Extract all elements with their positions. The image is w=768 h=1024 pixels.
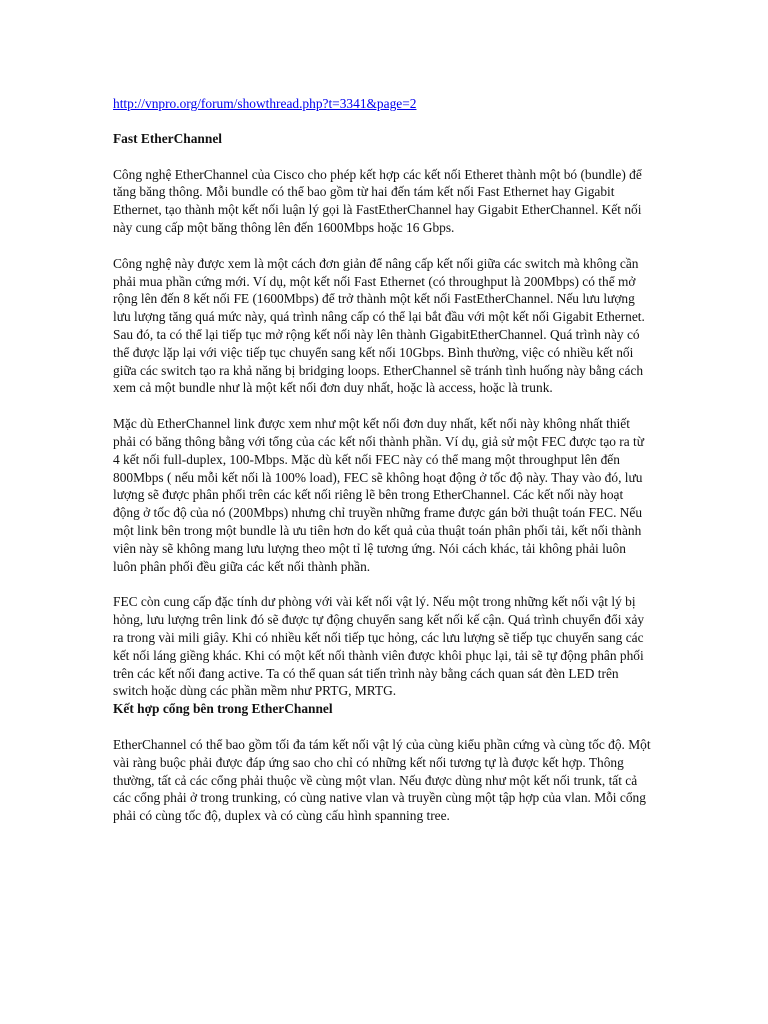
paragraph-port-aggregation: EtherChannel có thể bao gồm tối đa tám kết nối vật lý của cùng kiểu phần cứng và cùng tốc độ. Một vài ràng buộc phải được đáp ứng sao cho chỉ có những kết nối tương tự là được kết hợp. Thông thường, tất cả các cổng phải thuộc về cùng một vlan. Nếu được dùng như một kết nối trunk, tất cả các cổng phải ở trong trunking, có cùng native vlan và truyền cùng một tập hợp của vlan. Mỗi cổng phải có cùng tốc độ, duplex và có cùng cấu hình spanning tree. xyxy=(113,736,651,824)
section-heading: Kết hợp cổng bên trong EtherChannel xyxy=(113,701,333,717)
paragraph-intro: Công nghệ EtherChannel của Cisco cho phép kết hợp các kết nối Etheret thành một bó (bundle) để tăng băng thông. Mỗi bundle có thể bao gồm từ hai đến tám kết nối Fast Ethernet hay Gigabit Ethernet, tạo thành một kết nối luận lý gọi là FastEtherChannel hay Gigabit EtherChannel. Kết nối này cung cấp một băng thông lên đến 1600Mbps hoặc 16 Gbps. xyxy=(113,166,642,235)
paragraph-redundancy: FEC còn cung cấp đặc tính dư phòng với vài kết nối vật lý. Nếu một trong những kết nối vật lý bị hỏng, lưu lượng trên link đó sẽ được tự động chuyển sang kết nối kế cận. Quá trình chuyển đổi xảy ra trong vài mili giây. Khi có nhiều kết nối tiếp tục hỏng, các lưu lượng sẽ tiếp tục chuyển sang các kết nối láng giềng khác. Khi có một kết nối thành viên được khôi phục lại, tải sẽ tự động phân phối trên các kết nối đang active. Ta có thể quan sát tiến trình này bằng cách quan sát đèn LED trên switch hoặc dùng các phần mềm như PRTG, MRTG. xyxy=(113,594,645,699)
document-page xyxy=(113,95,653,843)
source-link[interactable]: http://vnpro.org/forum/showthread.php?t=3341&page=2 xyxy=(113,96,417,111)
paragraph-upgrade: Công nghệ này được xem là một cách đơn giản để nâng cấp kết nối giữa các switch mà không cần phải mua phần cứng mới. Ví dụ, một kết nối Fast Ethernet (có throughput là 200Mbps) có thể mở rộng lên đến 8 kết nối FE (1600Mbps) để trở thành một kết nối FastEtherChannel. Nếu lưu lượng lưu lượng tăng quá mức này, quá trình nâng cấp có thể lại bắt đầu với một kết nối Gigabit Ethernet. Sau đó, ta có thể lại tiếp tục mở rộng kết nối này lên thành GigabitEtherChannel. Quá trình này có thể được lặp lại với việc tiếp tục chuyển sang kết nối 10Gbps. Bình thường, việc có nhiều kết nối giữa các switch tạo ra khả năng bị bridging loops. EtherChannel sẽ tránh tình huống này bằng cách xem cả một bundle như là một kết nối đơn duy nhất, hoặc là access, hoặc là trunk. xyxy=(113,255,645,396)
page-title: Fast EtherChannel xyxy=(113,130,222,146)
paragraph-bandwidth: Mặc dù EtherChannel link được xem như một kết nối đơn duy nhất, kết nối này không nhất thiết phải có băng thông bằng với tổng của các kết nối thành phần. Ví dụ, giả sử một FEC được tạo ra từ 4 kết nối full-duplex, 100-Mbps. Mặc dù kết nối FEC này có thể mang một throughput lên đến 800Mbps ( nếu mỗi kết nối là 100% load), FEC sẽ không hoạt động ở tốc độ này. Thay vào đó, lưu lượng sẽ được phân phối trên các kết nối riêng lẽ bên trong EtherChannel. Các kết nối này hoạt động ở tốc độ của nó (200Mbps) nhưng chỉ truyền những frame được gán bởi thuật toán FEC. Nếu một link bên trong một bundle là ưu tiên hơn do kết quả của thuật toán phân phối tải, kết nối thành viên này sẽ không mang lưu lượng theo một tỉ lệ tương ứng. Nói cách khác, tải không phải luôn luôn phân phối đều giữa các kết nối thành phần. xyxy=(113,416,645,574)
